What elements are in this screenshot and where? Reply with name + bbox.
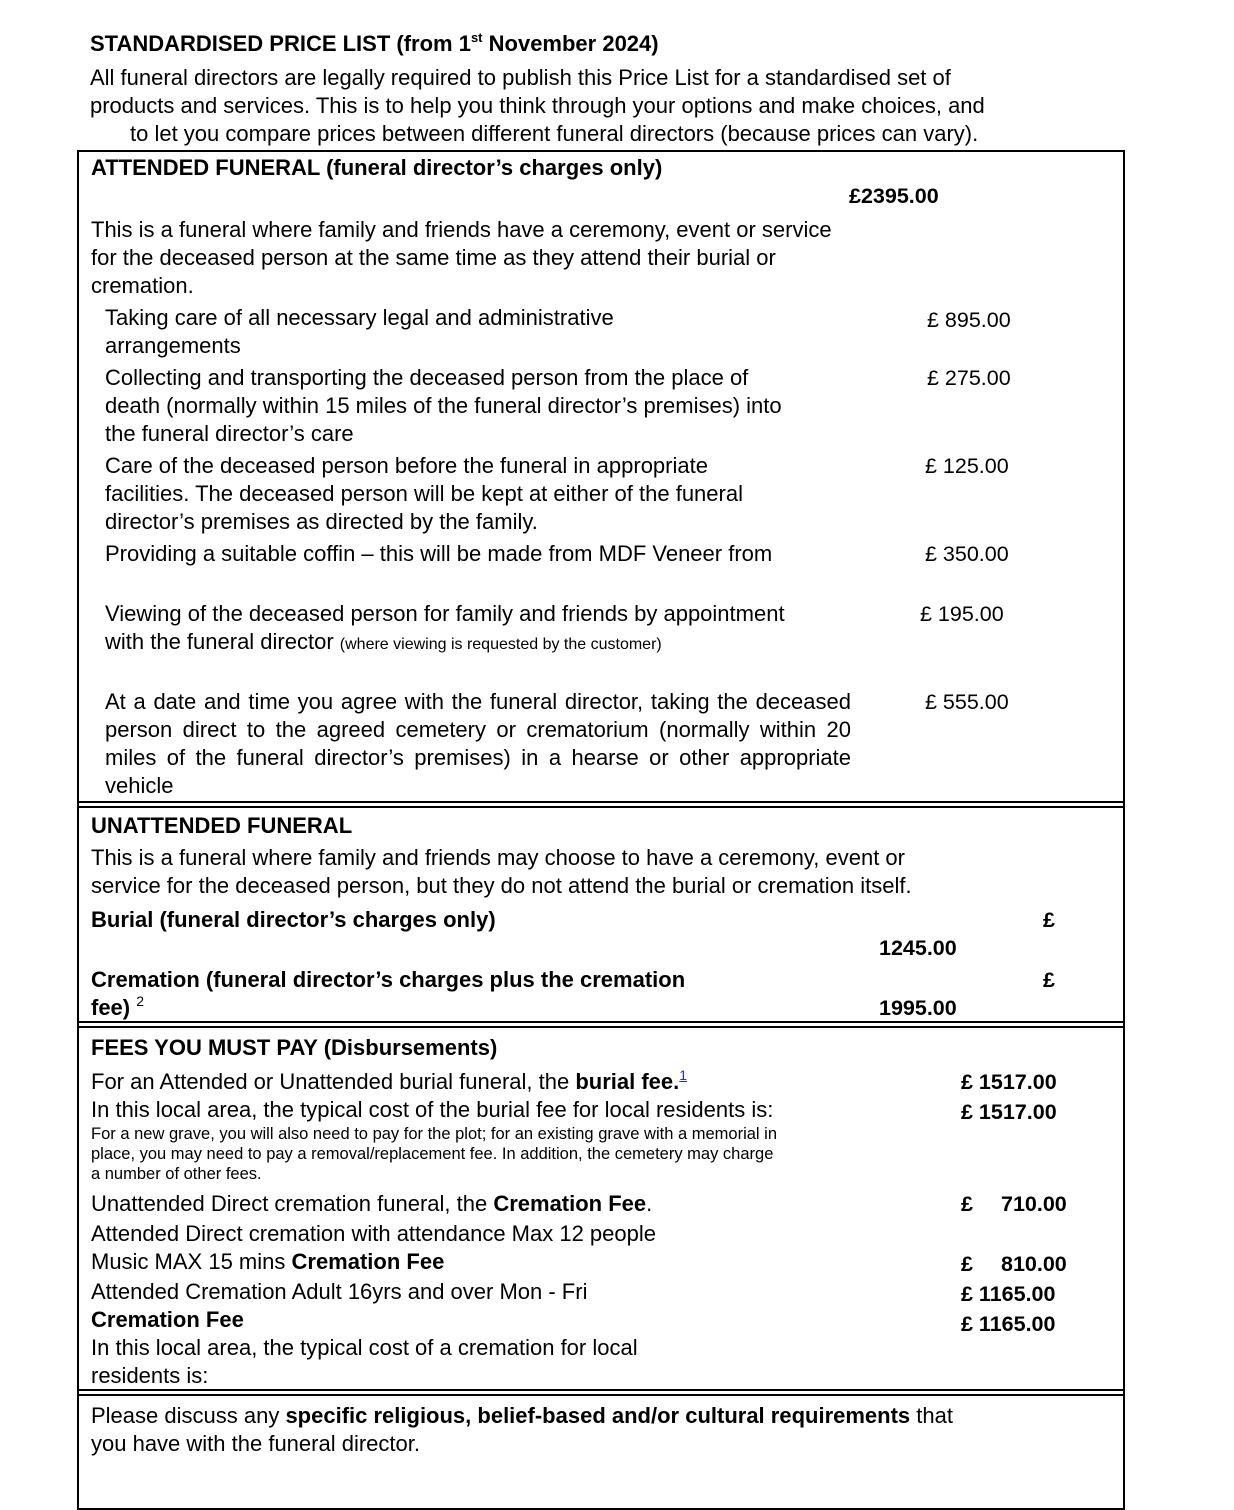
unattended-cremation-label-line-1: Cremation (funeral director’s charges plus the cremation — [91, 967, 686, 992]
typical-burial-line: In this local area, the typical cost of the burial fee for local residents is: — [91, 1097, 774, 1122]
religious-note-bold: specific religious, belief-based and/or cultural requirements — [285, 1403, 911, 1428]
typical-cremation-cost: £ 1165.00 — [961, 1312, 1056, 1336]
attended-desc-line-1: This is a funeral where family and friends have a ceremony, event or service — [91, 217, 832, 242]
unattended-cremation-currency: £ — [1043, 968, 1055, 992]
section-divider — [77, 1026, 1125, 1028]
item-collecting-line-3: the funeral director’s care — [105, 421, 354, 446]
footnote-1-link[interactable]: 1 — [679, 1067, 688, 1083]
burial-fee-text: For an Attended or Unattended burial funeral, the — [91, 1069, 576, 1094]
attended-desc-line-2: for the deceased person at the same time as they attend their burial or — [91, 245, 776, 270]
title-superscript: st — [470, 30, 483, 45]
attended-desc-line-3: cremation. — [91, 273, 194, 298]
intro-line-3: to let you compare prices between different funeral directors (because prices can vary). — [130, 121, 979, 146]
unattended-cremation-fee-text: Unattended Direct cremation funeral, the — [91, 1191, 494, 1216]
item-collecting-line-1: Collecting and transporting the deceased person from the place of — [105, 365, 749, 390]
attended-direct-price: 810.00 — [1001, 1252, 1067, 1276]
unattended-cremation-price: 1995.00 — [879, 996, 957, 1020]
item-viewing-note: (where viewing is requested by the customer) — [339, 636, 662, 653]
typical-cremation-line-2: residents is: — [91, 1363, 209, 1388]
burial-fee-price: £ 1517.00 — [961, 1070, 1057, 1094]
section-divider — [77, 1394, 1125, 1396]
attended-total-price: £2395.00 — [849, 184, 939, 208]
unattended-cremation-label-line-2 — [91, 994, 144, 1022]
attended-direct-currency: £ — [961, 1252, 973, 1276]
item-collecting-price: £ 275.00 — [927, 366, 1011, 390]
unattended-cremation-label-fee: fee) — [91, 995, 131, 1020]
unattended-burial-currency: £ — [1043, 908, 1055, 932]
attended-adult-line-1: Attended Cremation Adult 16yrs and over Mon - Fri — [91, 1279, 588, 1304]
burial-fee-bold: burial fee. — [575, 1069, 680, 1094]
attended-direct-line-2 — [91, 1248, 444, 1276]
religious-note-line-1 — [91, 1402, 953, 1430]
burial-fee-line — [91, 1068, 687, 1096]
page-title — [90, 30, 659, 58]
unattended-cremation-fee-currency: £ — [961, 1192, 973, 1216]
item-care-line-1: Care of the deceased person before the funeral in appropriate — [105, 453, 708, 478]
item-viewing-line-1: Viewing of the deceased person for family and friends by appointment — [105, 601, 785, 626]
item-legal-admin-line-1: Taking care of all necessary legal and administrative — [105, 305, 614, 330]
religious-note-text: Please discuss any — [91, 1403, 286, 1428]
religious-note-line-2: you have with the funeral director. — [91, 1431, 420, 1456]
typical-burial-cost: £ 1517.00 — [961, 1100, 1057, 1124]
attended-direct-line-2-bold: Cremation Fee — [291, 1249, 445, 1274]
attended-direct-line-1: Attended Direct cremation with attendance Max 12 people — [91, 1221, 656, 1246]
unattended-heading: UNATTENDED FUNERAL — [91, 813, 353, 838]
item-hearse-price: £ 555.00 — [925, 690, 1009, 714]
attended-direct-line-2-text: Music MAX 15 mins — [91, 1249, 292, 1274]
unattended-cremation-fee-line — [91, 1190, 652, 1218]
item-viewing-price: £ 195.00 — [920, 602, 1004, 626]
title-text: STANDARDISED PRICE LIST (from 1 — [90, 31, 471, 56]
intro-line-2: products and services. This is to help you think through your options and make choices, and — [90, 93, 985, 118]
section-divider — [77, 1389, 1125, 1391]
item-viewing-line-2-text: with the funeral director — [105, 629, 334, 654]
item-coffin-line-1: Providing a suitable coffin – this will be made from MDF Veneer from — [105, 541, 773, 566]
unattended-cremation-fee-price: 710.00 — [1001, 1192, 1067, 1216]
grave-note-line-3: a number of other fees. — [91, 1165, 262, 1183]
title-date: November 2024) — [482, 31, 659, 56]
item-viewing-line-2 — [105, 628, 662, 659]
item-legal-admin-price: £ 895.00 — [927, 308, 1011, 332]
attended-heading: ATTENDED FUNERAL (funeral director’s charges only) — [91, 155, 663, 180]
grave-note-line-2: place, you may need to pay a removal/replacement fee. In addition, the cemetery may charge — [91, 1145, 774, 1163]
fees-heading: FEES YOU MUST PAY (Disbursements) — [91, 1035, 498, 1060]
unattended-cremation-fee-bold: Cremation Fee — [493, 1191, 647, 1216]
item-hearse-text: At a date and time you agree with the funeral director, taking the deceased person direct to the agreed cemetery or crematorium (normally within 20 miles of the funeral director’s premises) in a hearse or other appropriate vehicle — [105, 689, 851, 798]
unattended-desc-line-1: This is a funeral where family and friends may choose to have a ceremony, event or — [91, 845, 905, 870]
typical-cremation-line-1: In this local area, the typical cost of a cremation for local — [91, 1335, 638, 1360]
unattended-burial-price: 1245.00 — [879, 936, 957, 960]
item-legal-admin-line-2: arrangements — [105, 333, 241, 358]
unattended-desc-line-2: service for the deceased person, but they do not attend the burial or cremation itself. — [91, 873, 912, 898]
attended-adult-price: £ 1165.00 — [961, 1282, 1056, 1306]
item-care-line-3: director’s premises as directed by the family. — [105, 509, 538, 534]
unattended-cremation-fee-period: . — [646, 1191, 653, 1216]
footnote-2: 2 — [136, 993, 145, 1009]
section-divider — [77, 1021, 1125, 1023]
grave-note-line-1: For a new grave, you will also need to pay for the plot; for an existing grave with a memorial in — [91, 1125, 778, 1143]
attended-adult-line-2: Cremation Fee — [91, 1307, 244, 1332]
section-divider — [77, 806, 1125, 808]
unattended-burial-label: Burial (funeral director’s charges only) — [91, 907, 496, 932]
intro-line-1: All funeral directors are legally required to publish this Price List for a standardised set of — [90, 65, 951, 90]
item-care-price: £ 125.00 — [925, 454, 1009, 478]
item-collecting-line-2: death (normally within 15 miles of the funeral director’s premises) into — [105, 393, 782, 418]
item-coffin-price: £ 350.00 — [925, 542, 1009, 566]
item-care-line-2: facilities. The deceased person will be kept at either of the funeral — [105, 481, 743, 506]
section-divider — [77, 801, 1125, 803]
religious-note-suffix: that — [910, 1403, 953, 1428]
